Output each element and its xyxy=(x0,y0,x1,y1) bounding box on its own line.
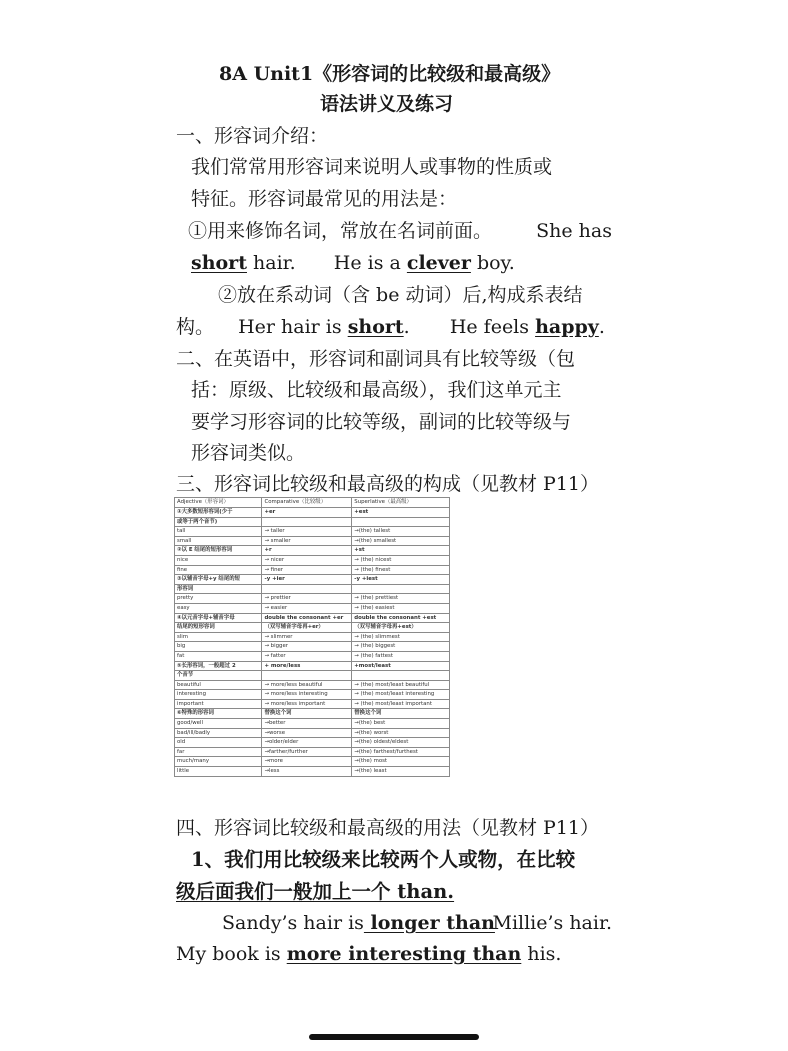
table-row xyxy=(175,680,450,690)
example-text: his. xyxy=(521,943,562,965)
table-cell xyxy=(262,671,352,681)
example-text: boy. xyxy=(470,252,515,274)
table-row xyxy=(175,757,450,767)
table-row xyxy=(175,767,450,777)
table-cell: big xyxy=(175,642,262,652)
table-row xyxy=(175,690,450,700)
table-cell: →(the) tallest xyxy=(352,527,450,537)
example-text: She has xyxy=(536,220,612,242)
table-row xyxy=(175,719,450,729)
table-cell: → (the) fattest xyxy=(352,651,450,661)
table-cell: →worse xyxy=(262,728,352,738)
section-2-text: 形容词类似。 xyxy=(191,442,306,464)
table-cell: nice xyxy=(175,555,262,565)
section-4-heading: 四、形容词比较级和最高级的用法（见教材 P11） xyxy=(176,817,600,839)
table-cell: →farther/further xyxy=(262,747,352,757)
comparative-highlight: more interesting than xyxy=(286,943,522,965)
table-row xyxy=(175,738,450,748)
table-row xyxy=(175,527,450,537)
example-text: He is a xyxy=(333,252,407,274)
table-row xyxy=(175,555,450,565)
table-cell: little xyxy=(175,767,262,777)
table-cell: far xyxy=(175,747,262,757)
table-cell: -y +iest xyxy=(352,575,450,585)
table-cell: good/well xyxy=(175,719,262,729)
table-row xyxy=(175,632,450,642)
section-2-text: 括：原级、比较级和最高级），我们这单元主 xyxy=(191,379,562,401)
section-1-heading: 一、形容词介绍： xyxy=(176,125,329,147)
table-cell: tall xyxy=(175,527,262,537)
table-header-cell: Adjective（形容词） xyxy=(175,498,262,508)
comparison-table xyxy=(174,497,450,809)
table-cell: +r xyxy=(262,546,352,556)
comparison-table-grid xyxy=(174,497,450,777)
table-row xyxy=(175,671,450,681)
table-header-cell: Superlative（最高级） xyxy=(352,498,450,508)
table-cell: 替换这个词 xyxy=(262,709,352,719)
table-row xyxy=(175,709,450,719)
example-2 xyxy=(176,942,561,966)
table-cell: → more/less interesting xyxy=(262,690,352,700)
table-cell: → fatter xyxy=(262,651,352,661)
table-cell: →(the) most xyxy=(352,757,450,767)
table-cell xyxy=(262,517,352,527)
table-cell: →older/elder xyxy=(262,738,352,748)
section-1-text: 我们常常用形容词来说明人或事物的性质或 xyxy=(191,156,553,178)
table-cell: ③以辅音字母+y 结尾的短 xyxy=(175,575,262,585)
table-cell: → (the) most/least beautiful xyxy=(352,680,450,690)
adjective-highlight: clever xyxy=(406,252,471,274)
example-text: He feels xyxy=(449,316,536,338)
table-cell: → taller xyxy=(262,527,352,537)
example-text: . xyxy=(598,316,605,338)
usage-1 xyxy=(188,219,612,243)
table-body xyxy=(175,508,450,777)
table-cell: →(the) farthest/furthest xyxy=(352,747,450,757)
table-cell: beautiful xyxy=(175,680,262,690)
title-line-1: 8A Unit1《形容词的比较级和最高级》 xyxy=(219,63,561,85)
table-row xyxy=(175,603,450,613)
table-cell: 个音节 xyxy=(175,671,262,681)
table-cell: →(the) best xyxy=(352,719,450,729)
table-cell: → (the) finest xyxy=(352,565,450,575)
table-row xyxy=(175,661,450,671)
table-row xyxy=(175,613,450,623)
table-cell: double the consonant +est xyxy=(352,613,450,623)
table-cell: bad/ill/badly xyxy=(175,728,262,738)
example-1 xyxy=(222,911,612,935)
section-2-text: 二、在英语中，形容词和副词具有比较等级（包 xyxy=(176,348,576,370)
table-row xyxy=(175,594,450,604)
example-text: Millie’s hair. xyxy=(492,912,612,934)
table-cell: ⑤长形容词，一般超过 2 xyxy=(175,661,262,671)
table-cell: →better xyxy=(262,719,352,729)
table-cell: → (the) slimmest xyxy=(352,632,450,642)
table-cell: →(the) smallest xyxy=(352,536,450,546)
example-text: Sandy’s hair is xyxy=(222,912,364,934)
table-row xyxy=(175,536,450,546)
table-cell: →(the) least xyxy=(352,767,450,777)
table-cell: 结尾的短形容词 xyxy=(175,623,262,633)
comparative-highlight: longer than xyxy=(363,912,495,934)
table-cell: small xyxy=(175,536,262,546)
table-cell: +er xyxy=(262,508,352,518)
table-cell: →(the) oldest/eldest xyxy=(352,738,450,748)
table-cell: → (the) nicest xyxy=(352,555,450,565)
table-row xyxy=(175,642,450,652)
table-cell: 或等于两个音节) xyxy=(175,517,262,527)
table-cell: →less xyxy=(262,767,352,777)
table-cell: ⑥特殊的形容词 xyxy=(175,709,262,719)
table-header-row xyxy=(175,498,450,508)
usage-2-text: 构。 xyxy=(176,316,215,338)
table-cell: fine xyxy=(175,565,262,575)
table-cell: slim xyxy=(175,632,262,642)
table-cell xyxy=(352,671,450,681)
adjective-highlight: happy xyxy=(535,316,599,338)
table-cell: double the consonant +er xyxy=(262,613,352,623)
table-cell: important xyxy=(175,699,262,709)
table-row xyxy=(175,728,450,738)
table-cell: 形容词 xyxy=(175,584,262,594)
table-cell: → (the) biggest xyxy=(352,642,450,652)
table-cell: +st xyxy=(352,546,450,556)
home-indicator[interactable] xyxy=(309,1034,479,1040)
table-cell xyxy=(352,517,450,527)
table-row xyxy=(175,584,450,594)
table-cell: 替换这个词 xyxy=(352,709,450,719)
table-cell: →more xyxy=(262,757,352,767)
table-cell xyxy=(352,584,450,594)
table-cell: （双写辅音字母再+est） xyxy=(352,623,450,633)
table-cell xyxy=(262,584,352,594)
table-cell: + more/less xyxy=(262,661,352,671)
section-2-text: 要学习形容词的比较等级，副词的比较等级与 xyxy=(191,411,572,433)
usage-2-examples xyxy=(176,315,605,339)
table-row xyxy=(175,565,450,575)
table-cell: → prettier xyxy=(262,594,352,604)
table-row xyxy=(175,747,450,757)
table-cell: （双写辅音字母再+er） xyxy=(262,623,352,633)
table-cell: → bigger xyxy=(262,642,352,652)
table-row xyxy=(175,575,450,585)
table-cell: → easier xyxy=(262,603,352,613)
example-text: hair. xyxy=(246,252,296,274)
table-row xyxy=(175,546,450,556)
table-row xyxy=(175,651,450,661)
adjective-highlight: short xyxy=(191,252,247,274)
table-cell: → (the) most/least important xyxy=(352,699,450,709)
table-cell: +est xyxy=(352,508,450,518)
adjective-highlight: short xyxy=(347,316,404,338)
table-cell: interesting xyxy=(175,690,262,700)
rule-1-line-2: 级后面我们一般加上一个 than. xyxy=(176,880,455,903)
table-cell: → nicer xyxy=(262,555,352,565)
example-text: Her hair is xyxy=(238,316,348,338)
table-cell: old xyxy=(175,738,262,748)
table-row xyxy=(175,699,450,709)
section-1-text: 特征。形容词最常见的用法是： xyxy=(191,188,458,210)
table-cell: pretty xyxy=(175,594,262,604)
usage-2: ②放在系动词（含 be 动词）后,构成系表结 xyxy=(218,284,583,306)
table-cell: ④以元音字母+辅音字母 xyxy=(175,613,262,623)
section-3-heading: 三、形容词比较级和最高级的构成（见教材 P11） xyxy=(176,473,600,495)
example-text: . xyxy=(403,316,410,338)
title-line-2: 语法讲义及练习 xyxy=(320,93,454,115)
table-cell: fat xyxy=(175,651,262,661)
table-cell: → finer xyxy=(262,565,352,575)
usage-1-examples xyxy=(191,251,515,275)
usage-1-text: ①用来修饰名词，常放在名词前面。 xyxy=(188,220,493,242)
rule-1-line-1: 1、我们用比较级来比较两个人或物，在比较 xyxy=(191,848,576,871)
table-cell: → (the) most/least interesting xyxy=(352,690,450,700)
table-cell: →(the) worst xyxy=(352,728,450,738)
table-cell: ①大多数短形容词(少于 xyxy=(175,508,262,518)
table-header-cell: Comparative（比较级） xyxy=(262,498,352,508)
table-cell: +most/least xyxy=(352,661,450,671)
table-row xyxy=(175,508,450,518)
table-cell: → more/less beautiful xyxy=(262,680,352,690)
table-cell: much/many xyxy=(175,757,262,767)
table-cell: ②以 E 结尾的短形容词 xyxy=(175,546,262,556)
table-row xyxy=(175,623,450,633)
table-cell: → more/less important xyxy=(262,699,352,709)
example-text: My book is xyxy=(176,943,287,965)
table-cell: → smaller xyxy=(262,536,352,546)
table-cell: → (the) prettiest xyxy=(352,594,450,604)
table-cell: easy xyxy=(175,603,262,613)
table-row xyxy=(175,517,450,527)
table-cell: → (the) easiest xyxy=(352,603,450,613)
table-cell: -y +ier xyxy=(262,575,352,585)
table-cell: → slimmer xyxy=(262,632,352,642)
